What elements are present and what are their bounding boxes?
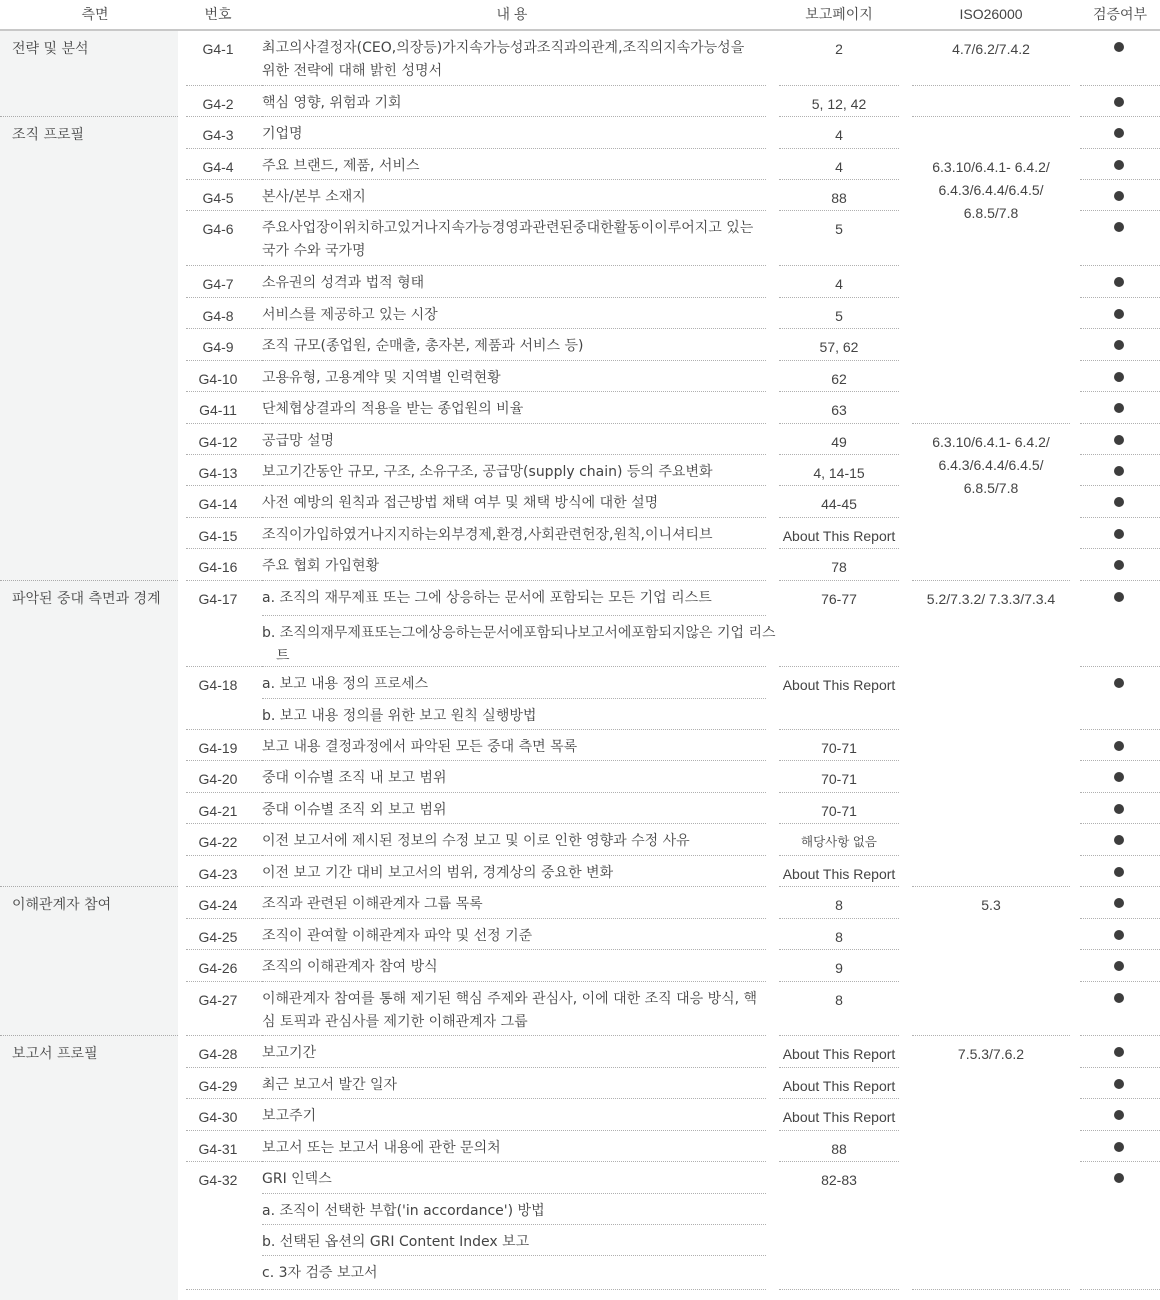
gri-code: G4-22 — [198, 834, 238, 850]
row-divider — [262, 454, 766, 455]
gri-code: G4-4 — [202, 159, 234, 175]
row-divider — [779, 855, 899, 856]
verified-dot-icon — [1114, 42, 1124, 52]
iso26000-clause: 6.8.5/7.8 — [963, 480, 1019, 496]
gri-code: G4-7 — [202, 276, 234, 292]
row-divider — [262, 886, 766, 887]
iso-group-divider — [912, 116, 1070, 117]
report-page: About This Report — [782, 866, 896, 882]
aspect-label: 전략 및 분석 — [12, 41, 89, 57]
row-divider — [186, 179, 262, 180]
row-divider — [1080, 949, 1160, 950]
disclosure-description: 조직과 관련된 이해관계자 그룹 목록 — [262, 896, 483, 912]
report-page: 82-83 — [821, 1172, 857, 1188]
row-divider — [1080, 1067, 1160, 1068]
row-divider — [779, 1098, 899, 1099]
report-page: About This Report — [782, 677, 896, 693]
iso26000-clause: 7.5.3/7.6.2 — [957, 1046, 1025, 1062]
row-divider — [186, 360, 262, 361]
gri-code: G4-12 — [198, 434, 238, 450]
verified-dot-icon — [1114, 592, 1124, 602]
report-page: 70-71 — [821, 771, 857, 787]
row-divider — [779, 580, 899, 581]
gri-code: G4-31 — [198, 1141, 238, 1157]
row-divider — [262, 666, 766, 667]
row-divider — [1080, 517, 1160, 518]
row-divider — [186, 485, 262, 486]
row-divider — [186, 85, 262, 86]
gri-code: G4-13 — [198, 465, 238, 481]
gri-code: G4-15 — [198, 528, 238, 544]
iso26000-clause: 6.8.5/7.8 — [963, 205, 1019, 221]
row-divider — [779, 485, 899, 486]
gri-code: G4-30 — [198, 1109, 238, 1125]
row-divider — [262, 1067, 766, 1068]
row-divider — [1080, 1161, 1160, 1162]
row-divider — [779, 148, 899, 149]
report-page: 5 — [835, 308, 843, 324]
disclosure-description: 공급망 설명 — [262, 433, 335, 449]
row-divider — [1080, 360, 1160, 361]
disclosure-description: 주요사업장이위치하고있거나지속가능경영과관련된중대한활동이이루어지고 있는 국가 수와 국가명 — [262, 220, 754, 259]
row-divider — [186, 1130, 262, 1131]
row-divider — [262, 855, 766, 856]
row-divider — [1080, 666, 1160, 667]
row-divider — [779, 1067, 899, 1068]
row-divider — [186, 297, 262, 298]
row-divider — [186, 548, 262, 549]
row-divider — [186, 391, 262, 392]
row-divider — [186, 1098, 262, 1099]
report-page: 4 — [835, 159, 843, 175]
verified-dot-icon — [1114, 835, 1124, 845]
row-divider — [1080, 760, 1160, 761]
disclosure-description: 소유권의 성격과 법적 형태 — [262, 275, 425, 291]
row-divider — [1080, 855, 1160, 856]
row-divider — [186, 1161, 262, 1162]
row-divider — [779, 548, 899, 549]
header-code: 번호 — [204, 6, 232, 22]
aspect-label: 보고서 프로필 — [12, 1046, 98, 1062]
report-page: 9 — [835, 960, 843, 976]
disclosure-description: 주요 브랜드, 제품, 서비스 — [262, 158, 420, 174]
disclosure-description: 보고 내용 결정과정에서 파악된 모든 중대 측면 목록 — [262, 739, 578, 755]
row-divider — [779, 297, 899, 298]
row-divider — [779, 823, 899, 824]
row-divider — [262, 85, 766, 86]
row-divider — [186, 1289, 262, 1290]
row-divider — [1080, 85, 1160, 86]
verified-dot-icon — [1114, 1142, 1124, 1152]
gri-code: G4-2 — [202, 96, 234, 112]
iso-group-divider — [912, 1035, 1070, 1036]
sub-row-divider — [262, 698, 766, 699]
row-divider — [779, 1130, 899, 1131]
row-divider — [779, 454, 899, 455]
report-page: About This Report — [782, 1078, 896, 1094]
row-divider — [262, 823, 766, 824]
row-divider — [1080, 918, 1160, 919]
row-divider — [779, 981, 899, 982]
row-divider — [1080, 823, 1160, 824]
iso-group-divider — [912, 886, 1070, 887]
gri-code: G4-5 — [202, 190, 234, 206]
row-divider — [262, 981, 766, 982]
gri-code: G4-1 — [202, 41, 234, 57]
gri-code: G4-20 — [198, 771, 238, 787]
iso26000-clause: 6.3.10/6.4.1- 6.4.2/ — [932, 159, 1050, 175]
disclosure-description: 핵심 영향, 위험과 기회 — [262, 95, 402, 111]
row-divider — [779, 792, 899, 793]
gri-code: G4-25 — [198, 929, 238, 945]
verified-dot-icon — [1114, 160, 1124, 170]
row-divider — [262, 548, 766, 549]
report-page: 8 — [835, 929, 843, 945]
gri-code: G4-28 — [198, 1046, 238, 1062]
row-divider — [262, 1289, 766, 1290]
row-divider — [262, 1161, 766, 1162]
row-divider — [186, 666, 262, 667]
gri-code: G4-32 — [198, 1172, 238, 1188]
disclosure-description: a. 조직의 재무제표 또는 그에 상응하는 문서에 포함되는 모든 기업 리스트 — [262, 590, 712, 606]
gri-code: G4-26 — [198, 960, 238, 976]
row-divider — [1080, 580, 1160, 581]
row-divider — [779, 729, 899, 730]
report-page: About This Report — [782, 1046, 896, 1062]
gri-code: G4-14 — [198, 496, 238, 512]
row-divider — [1080, 116, 1160, 117]
verified-dot-icon — [1114, 804, 1124, 814]
disclosure-description: 보고서 또는 보고서 내용에 관한 문의처 — [262, 1140, 501, 1156]
row-divider — [186, 949, 262, 950]
gri-code: G4-19 — [198, 740, 238, 756]
row-divider — [779, 210, 899, 211]
verified-dot-icon — [1114, 741, 1124, 751]
row-divider — [262, 360, 766, 361]
verified-dot-icon — [1114, 1110, 1124, 1120]
row-divider — [262, 485, 766, 486]
row-divider — [779, 85, 899, 86]
report-page: 44-45 — [821, 496, 857, 512]
disclosure-description: a. 조직이 선택한 부합('in accordance') 방법 — [262, 1203, 545, 1219]
gri-code: G4-18 — [198, 677, 238, 693]
sub-row-divider — [262, 1193, 766, 1194]
row-divider — [1080, 886, 1160, 887]
row-divider — [1080, 391, 1160, 392]
row-divider — [186, 1035, 262, 1036]
row-divider — [1080, 485, 1160, 486]
report-page: 49 — [831, 434, 847, 450]
row-divider — [186, 886, 262, 887]
report-page: 8 — [835, 897, 843, 913]
gri-code: G4-8 — [202, 308, 234, 324]
row-divider — [779, 760, 899, 761]
disclosure-description: 보고기간 — [262, 1045, 317, 1061]
disclosure-description: 이전 보고 기간 대비 보고서의 범위, 경계상의 중요한 변화 — [262, 865, 614, 881]
row-divider — [262, 760, 766, 761]
disclosure-description: b. 조직의재무제표또는그에상응하는문서에포함되나보고서에포함되지않은 기업 리스트 — [262, 625, 776, 664]
disclosure-description: 조직이 관여할 이해관계자 파악 및 선정 기준 — [262, 928, 533, 944]
row-divider — [186, 580, 262, 581]
row-divider — [186, 981, 262, 982]
disclosure-description: 조직이가입하였거나지지하는외부경제,환경,사회관련헌장,원칙,이니셔티브 — [262, 527, 713, 543]
row-divider — [262, 1035, 766, 1036]
disclosure-description: 조직의 이해관계자 참여 방식 — [262, 959, 438, 975]
row-divider — [262, 265, 766, 266]
row-divider — [1080, 454, 1160, 455]
iso-group-divider — [912, 580, 1070, 581]
disclosure-description: 이전 보고서에 제시된 정보의 수정 보고 및 이로 인한 영향과 수정 사유 — [262, 833, 690, 849]
row-divider — [186, 210, 262, 211]
aspect-divider — [0, 886, 178, 887]
disclosure-description: 보고주기 — [262, 1108, 317, 1124]
row-divider — [262, 391, 766, 392]
row-divider — [779, 886, 899, 887]
disclosure-description: 고용유형, 고용계약 및 지역별 인력현황 — [262, 370, 501, 386]
aspect-divider — [0, 116, 178, 117]
verified-dot-icon — [1114, 529, 1124, 539]
verified-dot-icon — [1114, 961, 1124, 971]
verified-dot-icon — [1114, 867, 1124, 877]
verified-dot-icon — [1114, 97, 1124, 107]
row-divider — [262, 580, 766, 581]
row-divider — [779, 179, 899, 180]
report-page: 5, 12, 42 — [811, 96, 867, 112]
verified-dot-icon — [1114, 678, 1124, 688]
row-divider — [1080, 265, 1160, 266]
row-divider — [1080, 210, 1160, 211]
disclosure-description: b. 보고 내용 정의를 위한 보고 원칙 실행방법 — [262, 708, 537, 724]
sub-row-divider — [262, 615, 766, 616]
report-page: 88 — [831, 1141, 847, 1157]
iso26000-clause: 6.3.10/6.4.1- 6.4.2/ — [932, 434, 1050, 450]
verified-dot-icon — [1114, 128, 1124, 138]
verified-dot-icon — [1114, 309, 1124, 319]
row-divider — [186, 1067, 262, 1068]
disclosure-description: 중대 이슈별 조직 내 보고 범위 — [262, 770, 447, 786]
gri-code: G4-16 — [198, 559, 238, 575]
iso-group-divider — [912, 1289, 1070, 1290]
row-divider — [1080, 981, 1160, 982]
row-divider — [262, 1098, 766, 1099]
iso26000-clause: 5.2/7.3.2/ 7.3.3/7.3.4 — [926, 591, 1056, 607]
row-divider — [186, 423, 262, 424]
disclosure-description: 서비스를 제공하고 있는 시장 — [262, 307, 438, 323]
verified-dot-icon — [1114, 497, 1124, 507]
row-divider — [779, 1161, 899, 1162]
row-divider — [1080, 1289, 1160, 1290]
row-divider — [1080, 548, 1160, 549]
row-divider — [1080, 423, 1160, 424]
sub-row-divider — [262, 1255, 766, 1256]
report-page: About This Report — [782, 1109, 896, 1125]
verified-dot-icon — [1114, 191, 1124, 201]
row-divider — [779, 116, 899, 117]
disclosure-description: 최근 보고서 발간 일자 — [262, 1077, 398, 1093]
row-divider — [186, 855, 262, 856]
report-page: 70-71 — [821, 803, 857, 819]
row-divider — [1080, 792, 1160, 793]
row-divider — [262, 1130, 766, 1131]
row-divider — [262, 517, 766, 518]
row-divider — [186, 265, 262, 266]
report-page: 8 — [835, 992, 843, 1008]
row-divider — [779, 328, 899, 329]
aspect-label: 조직 프로필 — [12, 127, 85, 143]
verified-dot-icon — [1114, 898, 1124, 908]
gri-code: G4-21 — [198, 803, 238, 819]
disclosure-description: 중대 이슈별 조직 외 보고 범위 — [262, 802, 447, 818]
verified-dot-icon — [1114, 340, 1124, 350]
report-page: 2 — [835, 41, 843, 57]
disclosure-description: 기업명 — [262, 126, 303, 142]
gri-code: G4-10 — [198, 371, 238, 387]
row-divider — [1080, 1098, 1160, 1099]
row-divider — [262, 729, 766, 730]
verified-dot-icon — [1114, 1079, 1124, 1089]
report-page: 62 — [831, 371, 847, 387]
row-divider — [186, 792, 262, 793]
row-divider — [262, 179, 766, 180]
verified-dot-icon — [1114, 1173, 1124, 1183]
gri-code: G4-27 — [198, 992, 238, 1008]
row-divider — [262, 297, 766, 298]
disclosure-description: c. 3자 검증 보고서 — [262, 1265, 378, 1281]
row-divider — [1080, 1130, 1160, 1131]
report-page: 5 — [835, 221, 843, 237]
gri-code: G4-23 — [198, 866, 238, 882]
row-divider — [779, 1035, 899, 1036]
verified-dot-icon — [1114, 466, 1124, 476]
iso26000-clause: 4.7/6.2/7.4.2 — [952, 41, 1030, 57]
disclosure-description: 주요 협회 가입현황 — [262, 558, 380, 574]
iso26000-clause: 6.4.3/6.4.4/6.4.5/ — [938, 182, 1044, 198]
header-iso: ISO26000 — [959, 6, 1023, 22]
disclosure-description: 본사/본부 소재지 — [262, 189, 366, 205]
row-divider — [262, 210, 766, 211]
aspect-label: 파악된 중대 측면과 경계 — [12, 591, 161, 607]
row-divider — [1080, 179, 1160, 180]
row-divider — [1080, 729, 1160, 730]
gri-code: G4-17 — [198, 591, 238, 607]
report-page: 70-71 — [821, 740, 857, 756]
verified-dot-icon — [1114, 993, 1124, 1003]
header-verified: 검증여부 — [1092, 6, 1148, 22]
verified-dot-icon — [1114, 372, 1124, 382]
row-divider — [186, 148, 262, 149]
row-divider — [262, 328, 766, 329]
report-page: 해당사항 없음 — [801, 835, 877, 849]
row-divider — [1080, 1035, 1160, 1036]
row-divider — [186, 760, 262, 761]
verified-dot-icon — [1114, 772, 1124, 782]
iso26000-clause: 6.4.3/6.4.4/6.4.5/ — [938, 457, 1044, 473]
row-divider — [186, 729, 262, 730]
row-divider — [779, 666, 899, 667]
gri-code: G4-11 — [199, 402, 237, 418]
iso-group-divider — [912, 85, 1070, 86]
row-divider — [186, 328, 262, 329]
row-divider — [186, 918, 262, 919]
row-divider — [262, 792, 766, 793]
row-divider — [779, 265, 899, 266]
row-divider — [262, 949, 766, 950]
disclosure-description: b. 선택된 옵션의 GRI Content Index 보고 — [262, 1234, 530, 1250]
report-page: 4 — [835, 127, 843, 143]
report-page: 78 — [831, 559, 847, 575]
aspect-divider — [0, 1035, 178, 1036]
disclosure-description: 이해관계자 참여를 통해 제기된 핵심 주제와 관심사, 이에 대한 조직 대응 방식, 핵심 토픽과 관심사를 제기한 이해관계자 그룹 — [262, 991, 758, 1030]
disclosure-description: 사전 예방의 원칙과 접근방법 채택 여부 및 채택 방식에 대한 설명 — [262, 495, 659, 511]
report-page: 4, 14-15 — [813, 465, 865, 481]
row-divider — [779, 517, 899, 518]
disclosure-description: 조직 규모(종업원, 순매출, 총자본, 제품과 서비스 등) — [262, 338, 584, 354]
row-divider — [779, 423, 899, 424]
report-page: 88 — [831, 190, 847, 206]
verified-dot-icon — [1114, 277, 1124, 287]
disclosure-description: GRI 인덱스 — [262, 1171, 332, 1187]
report-page: 57, 62 — [819, 339, 859, 355]
verified-dot-icon — [1114, 1047, 1124, 1057]
verified-dot-icon — [1114, 435, 1124, 445]
aspect-divider — [0, 580, 178, 581]
row-divider — [186, 116, 262, 117]
row-divider — [779, 949, 899, 950]
row-divider — [779, 360, 899, 361]
report-page: About This Report — [782, 528, 896, 544]
header-aspect: 측면 — [81, 6, 109, 22]
row-divider — [262, 116, 766, 117]
row-divider — [1080, 148, 1160, 149]
report-page: 4 — [835, 276, 843, 292]
gri-code: G4-3 — [202, 127, 234, 143]
disclosure-description: 단체협상결과의 적용을 받는 종업원의 비율 — [262, 401, 524, 417]
aspect-label: 이해관계자 참여 — [12, 897, 112, 913]
header-content: 내 용 — [496, 6, 528, 22]
row-divider — [1080, 328, 1160, 329]
sub-row-divider — [262, 1224, 766, 1225]
row-divider — [262, 423, 766, 424]
gri-code: G4-9 — [202, 339, 234, 355]
row-divider — [262, 918, 766, 919]
gri-code: G4-29 — [198, 1078, 238, 1094]
row-divider — [186, 823, 262, 824]
verified-dot-icon — [1114, 930, 1124, 940]
verified-dot-icon — [1114, 560, 1124, 570]
header-page: 보고페이지 — [805, 6, 873, 22]
disclosure-description: 최고의사결정자(CEO,의장등)가지속가능성과조직과의관계,조직의지속가능성을 위한 전략에 대해 밝힌 성명서 — [262, 40, 745, 79]
row-divider — [186, 517, 262, 518]
row-divider — [186, 454, 262, 455]
aspect-column-background — [0, 31, 178, 1300]
gri-code: G4-24 — [198, 897, 238, 913]
verified-dot-icon — [1114, 403, 1124, 413]
disclosure-description: a. 보고 내용 정의 프로세스 — [262, 676, 429, 692]
iso26000-clause: 5.3 — [981, 897, 1001, 913]
row-divider — [1080, 297, 1160, 298]
row-divider — [779, 391, 899, 392]
gri-code: G4-6 — [202, 221, 234, 237]
row-divider — [262, 148, 766, 149]
report-page: 63 — [831, 402, 847, 418]
row-divider — [779, 1289, 899, 1290]
row-divider — [779, 918, 899, 919]
report-page: 76-77 — [821, 591, 857, 607]
iso-group-divider — [912, 423, 1070, 424]
verified-dot-icon — [1114, 222, 1124, 232]
disclosure-description: 보고기간동안 규모, 구조, 소유구조, 공급망(supply chain) 등의 주요변화 — [262, 464, 713, 480]
